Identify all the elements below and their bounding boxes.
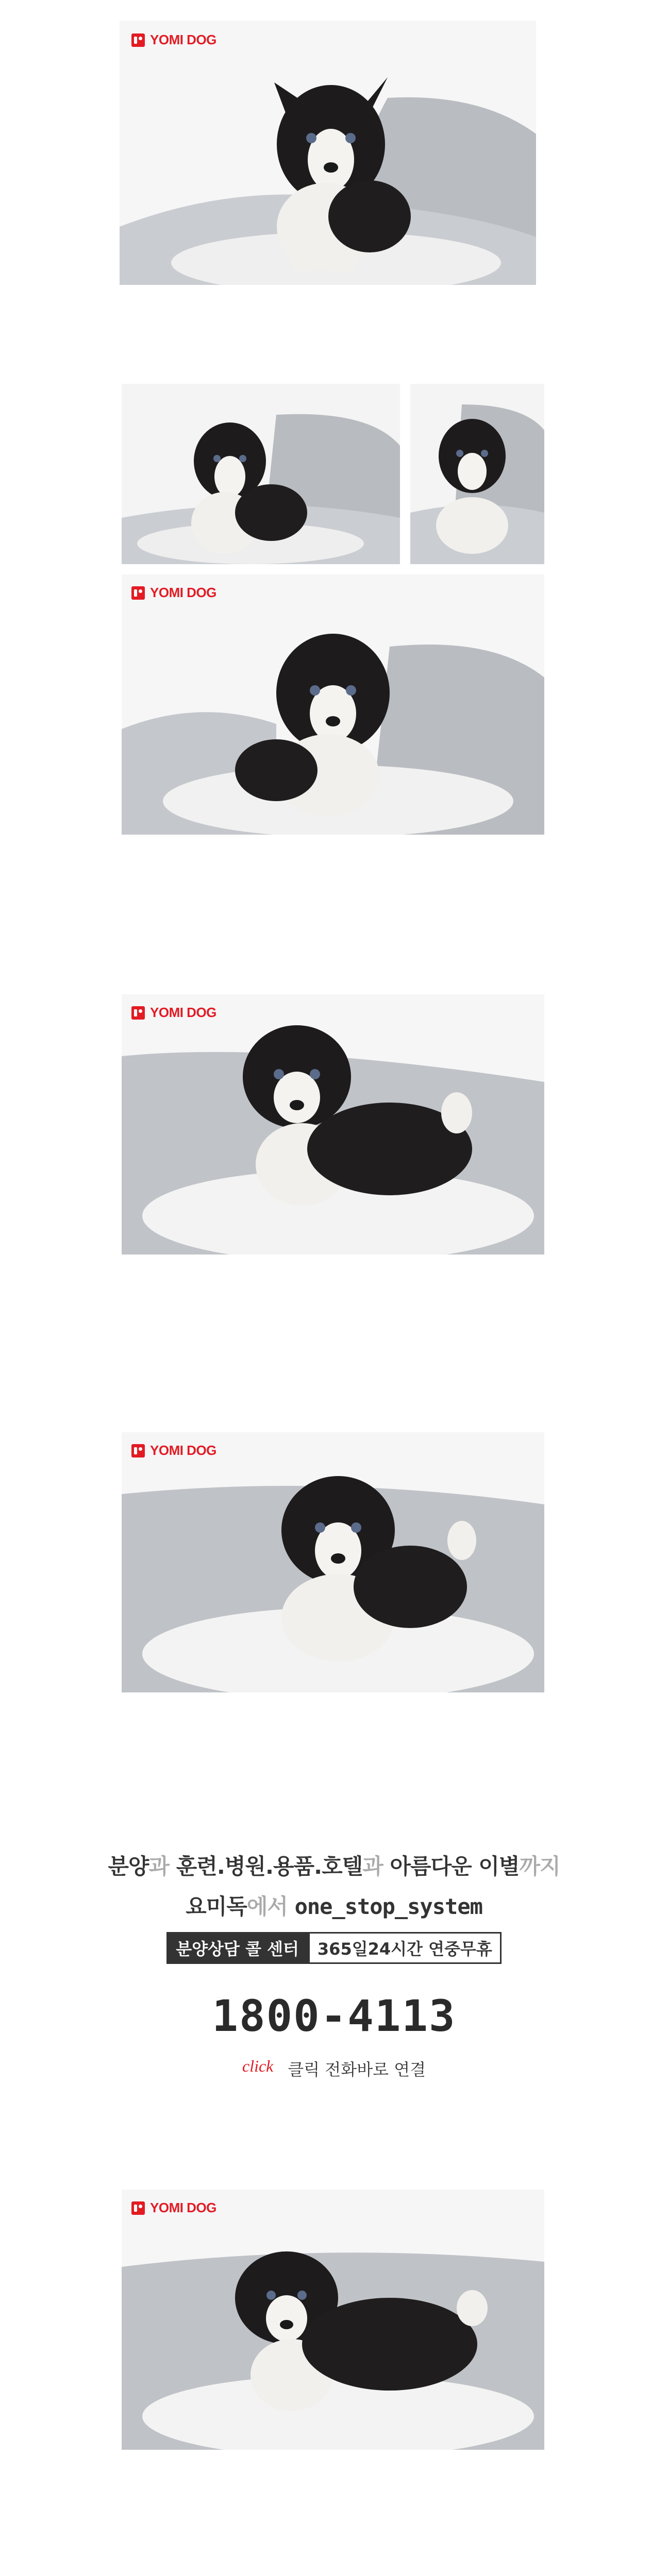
phone-number-link[interactable]: 1800-4113: [212, 1991, 456, 2041]
promo-connector: 에서: [246, 1894, 295, 1919]
promo-word-supplies: 용품: [273, 1854, 314, 1879]
promo-word-training: 훈련: [176, 1854, 217, 1879]
promo-dot: .: [265, 1854, 273, 1879]
call-cta-click[interactable]: click: [242, 2057, 274, 2075]
promo-section: [0, 1850, 668, 2080]
call-cta-text[interactable]: 클릭 전화바로 연결: [288, 2060, 426, 2079]
yomidog-logo-mark-icon: [131, 2201, 145, 2215]
promo-services-line: [0, 1850, 668, 1880]
yomidog-logo-2: [131, 585, 216, 601]
promo-word-adoption: 분양: [108, 1854, 149, 1879]
puppy-photo-1-image: [120, 21, 536, 285]
promo-connector: 까지: [519, 1854, 560, 1879]
puppy-photo-6-image: [122, 2190, 544, 2450]
yomidog-logo-1: [131, 32, 216, 48]
promo-word-hospital: 병원: [224, 1854, 265, 1879]
puppy-photo-1: [120, 21, 536, 285]
yomidog-logo-text: YOMI DOG: [150, 1005, 216, 1020]
yomidog-logo-text: YOMI DOG: [150, 32, 216, 47]
callcenter-badges: [166, 1932, 502, 1964]
callcenter-badge: 분양상담 콜 센터: [166, 1932, 308, 1964]
puppy-photo-5-image: [122, 1432, 544, 1692]
yomidog-logo-4: [131, 1443, 216, 1459]
yomidog-logo-mark-icon: [131, 586, 145, 600]
promo-connector: 과: [362, 1854, 390, 1879]
puppy-photo-3: [122, 574, 544, 835]
promo-system-line: [0, 1890, 668, 1921]
hours-badge: 365일24시간 연중무휴: [308, 1932, 502, 1964]
puppy-photo-4-image: [122, 994, 544, 1255]
puppy-photo-2a-image: [122, 384, 400, 564]
yomidog-logo-text: YOMI DOG: [150, 585, 216, 600]
promo-connector: 과: [148, 1854, 176, 1879]
yomidog-logo-5: [131, 2200, 216, 2216]
yomidog-logo-mark-icon: [131, 1006, 145, 1020]
puppy-photo-4: [122, 994, 544, 1255]
promo-word-hotel: 호텔: [322, 1854, 363, 1879]
yomidog-logo-text: YOMI DOG: [150, 2200, 216, 2215]
puppy-photo-5: [122, 1432, 544, 1692]
promo-dot: .: [216, 1854, 225, 1879]
puppy-photo-2b: [410, 384, 544, 564]
yomidog-logo-mark-icon: [131, 1444, 145, 1458]
yomidog-logo-mark-icon: [131, 33, 145, 47]
promo-word-farewell: 아름다운 이별: [390, 1854, 520, 1879]
call-cta[interactable]: [0, 2057, 668, 2080]
puppy-photo-2b-image: [410, 384, 544, 564]
puppy-photo-3-image: [122, 574, 544, 835]
puppy-photo-6: [122, 2190, 544, 2450]
yomidog-logo-3: [131, 1005, 216, 1021]
puppy-photo-2a: [122, 384, 400, 564]
promo-brand-name: 요미독: [186, 1894, 247, 1919]
yomidog-logo-text: YOMI DOG: [150, 1443, 216, 1458]
promo-dot: .: [314, 1854, 322, 1879]
promo-system-name: one_stop_system: [294, 1894, 482, 1919]
